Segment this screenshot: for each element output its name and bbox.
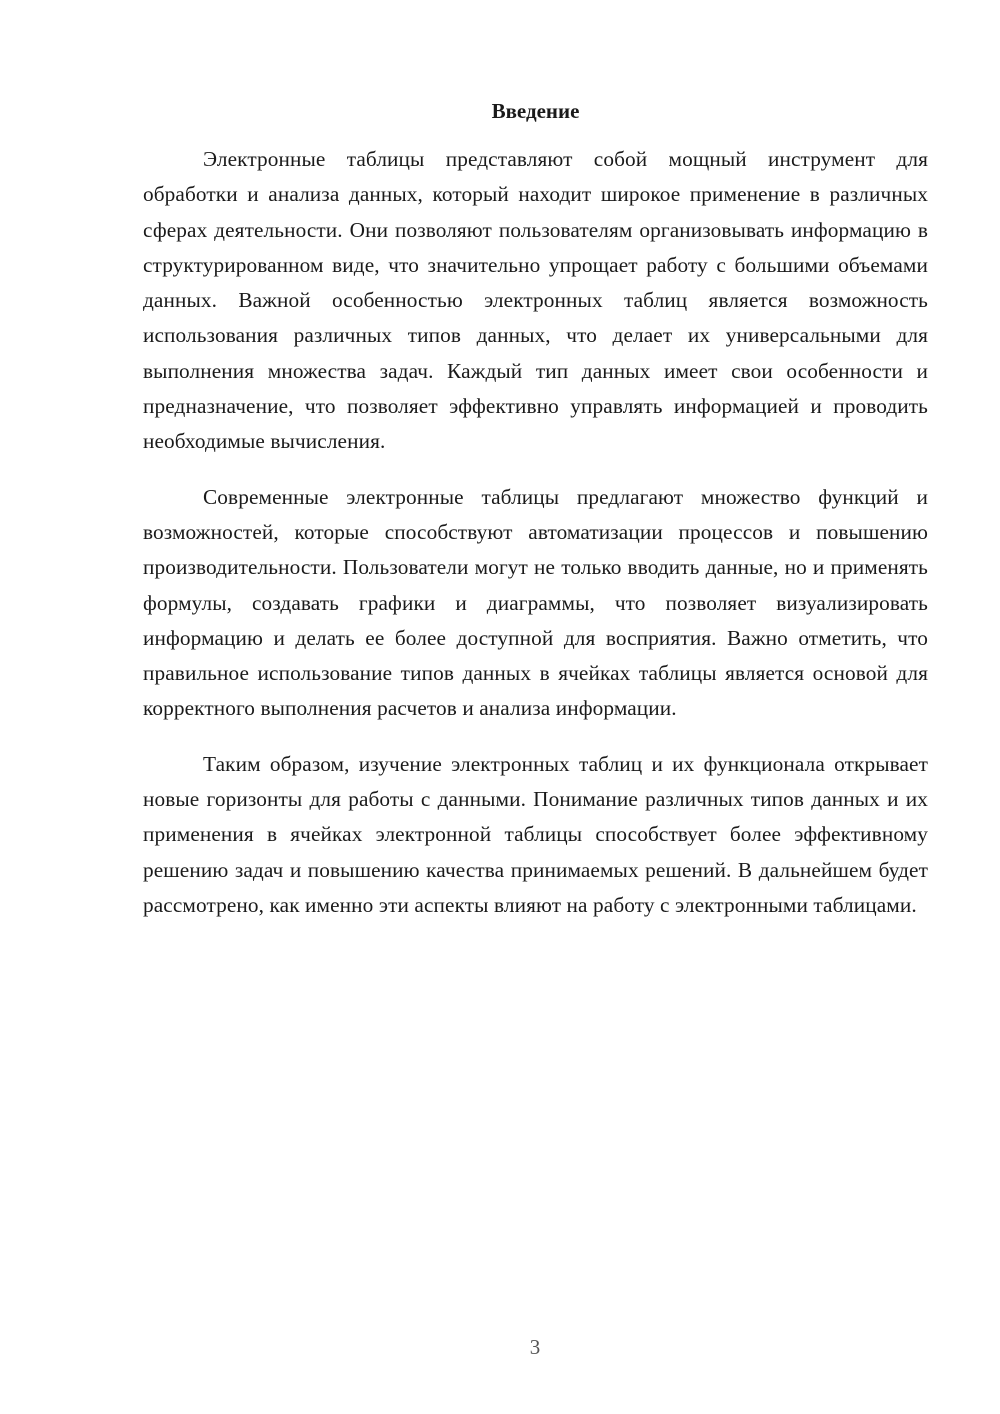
body-text bbox=[143, 142, 928, 943]
paragraph-2: Современные электронные таблицы предлагают множество функций и возможностей, которые способствуют автоматизации процессов и повышению производительности. Пользователи могут не только вводить данные, но и применять формулы, создавать графики и диаграммы, что позволяет визуализировать информацию и делать ее более доступной для восприятия. Важно отметить, что правильное использование типов данных в ячейках таблицы является основой для корректного выполнения расчетов и анализа информации. bbox=[143, 484, 928, 721]
paragraph-3: Таким образом, изучение электронных таблиц и их функционала открывает новые горизонты для работы с данными. Понимание различных типов данных и их применения в ячейках электронной таблицы способствует более эффективному решению задач и повышению качества принимаемых решений. В дальнейшем будет рассмотрено, как именно эти аспекты влияют на работу с электронными таблицами. bbox=[143, 751, 928, 917]
section-heading: Введение bbox=[491, 99, 580, 123]
page-number: 3 bbox=[529, 1335, 541, 1359]
paragraph-1: Электронные таблицы представляют собой мощный инструмент для обработки и анализа данных, который находит широкое применение в различных сферах деятельности. Они позволяют пользователям организовывать информацию в структурированном виде, что значительно упрощает работу с большими объемами данных. Важной особенностью электронных таблиц является возможность использования различных типов данных, что делает их универсальными для выполнения множества задач. Каждый тип данных имеет свои особенности и предназначение, что позволяет эффективно управлять информацией и проводить необходимые вычисления. bbox=[143, 147, 928, 454]
